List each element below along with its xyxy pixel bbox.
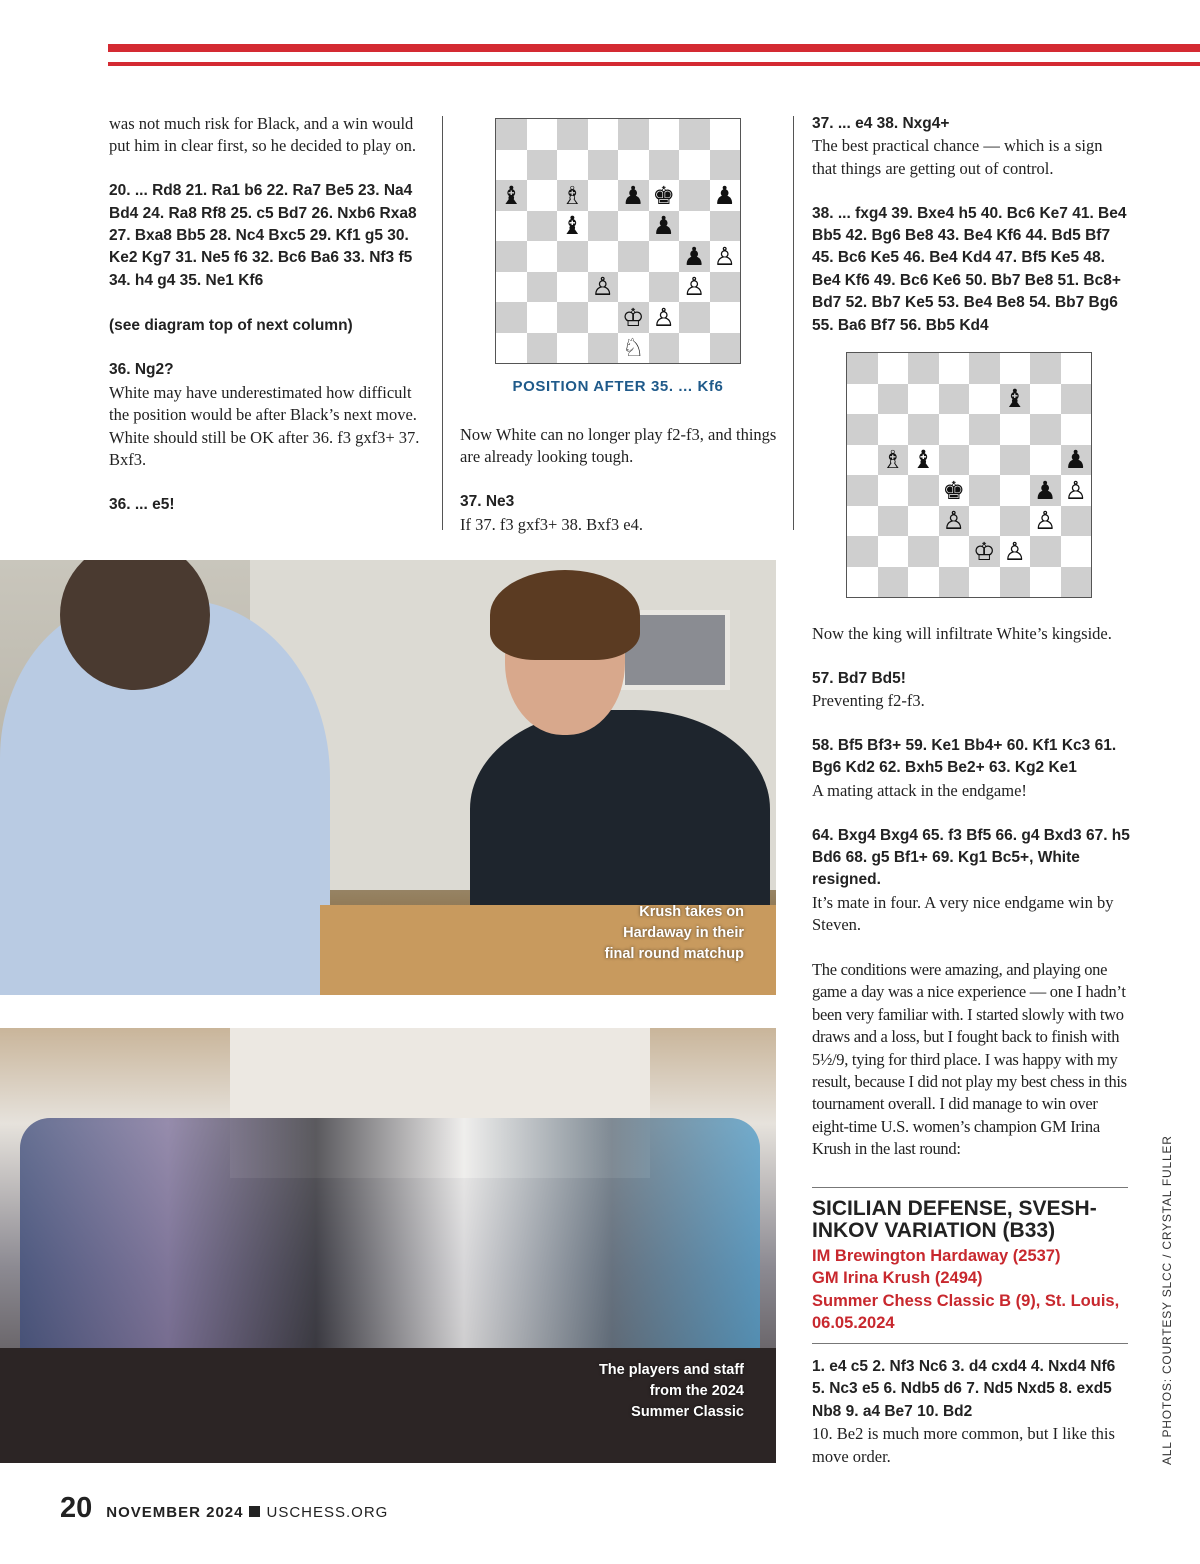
board-square-d1	[588, 333, 619, 364]
photo-players-group	[20, 1118, 760, 1378]
board-square-e1	[969, 567, 1000, 598]
board-square-b3	[878, 506, 909, 537]
chess-diagram-2	[846, 352, 1092, 598]
board-square-c2	[557, 302, 588, 333]
board-square-g3	[679, 272, 710, 303]
board-square-d3	[588, 272, 619, 303]
board-square-c7	[908, 384, 939, 415]
chess-piece-icon: ♟	[713, 180, 736, 210]
board-square-c5	[557, 211, 588, 242]
column-2	[460, 424, 782, 558]
board-square-a6	[847, 414, 878, 445]
board-square-h5	[1061, 445, 1092, 476]
board-square-f2	[649, 302, 680, 333]
board-square-c2	[908, 536, 939, 567]
board-square-d7	[939, 384, 970, 415]
chess-piece-icon: ♔	[622, 302, 645, 332]
board-square-d6	[588, 180, 619, 211]
board-square-f4	[1000, 475, 1031, 506]
board-square-b6	[527, 180, 558, 211]
column-divider	[793, 116, 794, 530]
board-square-d4	[588, 241, 619, 272]
page-number: 20	[60, 1492, 93, 1524]
board-square-g7	[1030, 384, 1061, 415]
board-square-e8	[618, 119, 649, 150]
chess-piece-icon: ♚	[652, 180, 675, 210]
chess-piece-icon: ♔	[973, 536, 996, 566]
board-square-e6	[969, 414, 1000, 445]
board-square-d8	[588, 119, 619, 150]
board-square-d5	[588, 211, 619, 242]
board-square-h5	[710, 211, 741, 242]
chess-piece-icon: ♟	[652, 211, 675, 241]
board-square-a4	[847, 475, 878, 506]
board-square-d8	[939, 353, 970, 384]
board-square-f6	[649, 180, 680, 211]
chess-piece-icon: ♙	[713, 241, 736, 271]
board-square-h6	[710, 180, 741, 211]
board-square-c3	[908, 506, 939, 537]
board-square-e3	[969, 506, 1000, 537]
page-footer	[60, 1492, 388, 1525]
chess-piece-icon: ♗	[561, 180, 584, 210]
move-heading: 36. ... e5!	[109, 495, 175, 513]
board-square-c8	[557, 119, 588, 150]
chess-piece-icon: ♟	[622, 180, 645, 210]
column-1	[109, 113, 427, 539]
board-square-h4	[1061, 475, 1092, 506]
board-square-g8	[1030, 353, 1061, 384]
board-square-b7	[878, 384, 909, 415]
caption-line: from the 2024	[649, 1383, 744, 1399]
board-square-a3	[496, 272, 527, 303]
chess-piece-icon: ♙	[1064, 475, 1087, 505]
board-square-a3	[847, 506, 878, 537]
board-square-g4	[679, 241, 710, 272]
diagram-reference: (see diagram top of next column)	[109, 316, 353, 334]
column-3	[812, 113, 1130, 359]
caption-line: Summer Classic	[631, 1404, 744, 1420]
move-heading: 37. ... e4 38. Nxg4+	[812, 115, 950, 132]
board-square-e3	[618, 272, 649, 303]
issue-date: NOVEMBER 2024	[106, 1504, 244, 1521]
chess-diagram-1	[495, 118, 741, 364]
board-square-h2	[710, 302, 741, 333]
photo-krush-hardaway	[0, 560, 776, 995]
board-square-d7	[588, 150, 619, 181]
board-square-e2	[969, 536, 1000, 567]
board-square-f1	[1000, 567, 1031, 598]
chess-piece-icon: ♙	[652, 302, 675, 332]
move-heading: 57. Bd7 Bd5!	[812, 669, 906, 687]
board-square-b1	[527, 333, 558, 364]
square-bullet-icon	[249, 1506, 260, 1517]
board-square-c8	[908, 353, 939, 384]
chess-piece-icon: ♙	[683, 272, 706, 302]
board-square-a8	[496, 119, 527, 150]
board-square-f5	[649, 211, 680, 242]
board-square-g7	[679, 150, 710, 181]
game-title: SICILIAN DEFENSE, SVESH- INKOV VARIATION (B33)	[812, 1197, 1097, 1242]
board-square-b7	[527, 150, 558, 181]
board-square-d4	[939, 475, 970, 506]
board-square-c4	[908, 475, 939, 506]
board-square-d1	[939, 567, 970, 598]
board-square-f4	[649, 241, 680, 272]
board-square-h7	[710, 150, 741, 181]
chess-piece-icon: ♝	[1003, 384, 1026, 414]
board-square-f3	[1000, 506, 1031, 537]
board-square-d6	[939, 414, 970, 445]
section-rule	[812, 1187, 1128, 1188]
black-player: GM Irina Krush (2494)	[812, 1269, 983, 1288]
board-square-a2	[496, 302, 527, 333]
board-square-g6	[679, 180, 710, 211]
board-square-c6	[908, 414, 939, 445]
move-list: 64. Bxg4 Bxg4 65. f3 Bf5 66. g4 Bxd3 67. h5 Bd6 68. g5 Bf1+ 69. Kg1 Bc5+, White resigned.	[812, 826, 1130, 889]
board-square-e5	[969, 445, 1000, 476]
board-square-h4	[710, 241, 741, 272]
board-square-g5	[679, 211, 710, 242]
board-square-a6	[496, 180, 527, 211]
board-square-b3	[527, 272, 558, 303]
chess-piece-icon: ♝	[500, 180, 523, 210]
board-square-f5	[1000, 445, 1031, 476]
board-square-h1	[710, 333, 741, 364]
board-square-b1	[878, 567, 909, 598]
chess-piece-icon: ♝	[912, 445, 935, 475]
event: Summer Chess Classic B (9), St. Louis, 06.05.2024	[812, 1291, 1120, 1333]
section-rule	[812, 1343, 1128, 1344]
board-square-a1	[496, 333, 527, 364]
board-square-d2	[939, 536, 970, 567]
board-square-e7	[618, 150, 649, 181]
board-square-g2	[679, 302, 710, 333]
board-square-e6	[618, 180, 649, 211]
board-square-f2	[1000, 536, 1031, 567]
chess-piece-icon: ♗	[881, 445, 904, 475]
board-square-f7	[649, 150, 680, 181]
board-square-a2	[847, 536, 878, 567]
paragraph: Now the king will infiltrate White’s kingside.	[812, 624, 1112, 643]
board-square-d2	[588, 302, 619, 333]
board-square-g8	[679, 119, 710, 150]
board-square-g2	[1030, 536, 1061, 567]
board-square-f3	[649, 272, 680, 303]
caption-line: final round matchup	[604, 946, 744, 962]
paragraph: The conditions were amazing, and playing one game a day was a nice experience — one I hadn’t been very familiar with. I started slowly with two draws and a loss, but I fought back to finish with 5½/9, tying for third place. I was happy with my result, because I did not play my best chess in this tournament overall. I did manage to win over eight-time U.S. women’s champion GM Irina Krush in the last round:	[812, 960, 1127, 1159]
board-square-d3	[939, 506, 970, 537]
board-square-e7	[969, 384, 1000, 415]
chess-piece-icon: ♘	[622, 333, 645, 363]
paragraph: White may have underestimated how difficult the position would be after Black’s next move. White should still be OK after 36. f3 gxf3+ 37. Bxf3.	[109, 382, 420, 470]
board-square-f8	[649, 119, 680, 150]
board-square-a7	[496, 150, 527, 181]
board-square-b4	[527, 241, 558, 272]
chess-piece-icon: ♟	[1064, 445, 1087, 475]
board-square-h3	[710, 272, 741, 303]
board-square-b5	[878, 445, 909, 476]
column-3-continued	[812, 623, 1130, 1183]
game-moves	[812, 1356, 1130, 1490]
board-square-g3	[1030, 506, 1061, 537]
board-square-a4	[496, 241, 527, 272]
board-square-c1	[908, 567, 939, 598]
paragraph: Preventing f2-f3.	[812, 691, 925, 711]
board-square-b2	[878, 536, 909, 567]
board-square-e4	[969, 475, 1000, 506]
board-square-b4	[878, 475, 909, 506]
paragraph: It’s mate in four. A very nice endgame win by Steven.	[812, 892, 1114, 935]
chess-piece-icon: ♙	[1003, 536, 1026, 566]
board-square-c3	[557, 272, 588, 303]
header-rule-thin	[108, 62, 1200, 66]
chess-piece-icon: ♙	[942, 506, 965, 536]
move-heading: 37. Ne3	[460, 493, 515, 511]
board-square-c7	[557, 150, 588, 181]
board-square-g1	[1030, 567, 1061, 598]
photo-krush-body	[470, 710, 770, 930]
board-square-e5	[618, 211, 649, 242]
caption-line: Krush takes on	[639, 904, 744, 920]
header-rule-thick	[108, 44, 1200, 52]
board-square-h8	[1061, 353, 1092, 384]
board-square-e8	[969, 353, 1000, 384]
game-meta	[812, 1245, 1128, 1335]
board-square-a5	[496, 211, 527, 242]
photo-group	[0, 1028, 776, 1463]
chess-piece-icon: ♙	[591, 272, 614, 302]
photo-krush-hair	[490, 570, 640, 660]
paragraph: Now White can no longer play f2-f3, and things are already looking tough.	[460, 425, 777, 467]
board-square-h8	[710, 119, 741, 150]
column-divider	[442, 116, 443, 530]
board-square-c6	[557, 180, 588, 211]
board-square-b6	[878, 414, 909, 445]
paragraph: If 37. f3 gxf3+ 38. Bxf3 e4.	[460, 514, 643, 534]
board-square-b8	[527, 119, 558, 150]
board-square-b5	[527, 211, 558, 242]
board-square-d5	[939, 445, 970, 476]
photo-credit: ALL PHOTOS: COURTESY SLCC / CRYSTAL FULLER	[1160, 1135, 1174, 1465]
caption-line: The players and staff	[598, 1362, 744, 1378]
board-square-g5	[1030, 445, 1061, 476]
board-square-c4	[557, 241, 588, 272]
photo-caption	[605, 902, 744, 965]
board-square-a8	[847, 353, 878, 384]
site-name: USCHESS.ORG	[266, 1504, 389, 1521]
paragraph: 10. Be2 is much more common, but I like this move order.	[812, 1424, 1115, 1466]
board-square-g4	[1030, 475, 1061, 506]
board-square-f1	[649, 333, 680, 364]
board-square-h6	[1061, 414, 1092, 445]
board-square-c5	[908, 445, 939, 476]
board-square-f8	[1000, 353, 1031, 384]
board-square-g1	[679, 333, 710, 364]
chess-piece-icon: ♟	[683, 241, 706, 271]
paragraph: The best practical chance — which is a sign that things are getting out of control.	[812, 136, 1103, 178]
board-square-e4	[618, 241, 649, 272]
chess-piece-icon: ♚	[942, 475, 965, 505]
caption-line: Hardaway in their	[623, 925, 744, 941]
chess-piece-icon: ♙	[1034, 506, 1057, 536]
board-square-e2	[618, 302, 649, 333]
board-square-a5	[847, 445, 878, 476]
move-heading: 36. Ng2?	[109, 361, 174, 379]
board-square-h3	[1061, 506, 1092, 537]
chess-piece-icon: ♟	[1034, 475, 1057, 505]
board-square-b8	[878, 353, 909, 384]
paragraph: A mating attack in the endgame!	[812, 780, 1027, 800]
board-square-f6	[1000, 414, 1031, 445]
chess-piece-icon: ♝	[561, 211, 584, 241]
board-square-f7	[1000, 384, 1031, 415]
white-player: IM Brewington Hardaway (2537)	[812, 1247, 1061, 1265]
board-square-e1	[618, 333, 649, 364]
board-square-a7	[847, 384, 878, 415]
move-list: 58. Bf5 Bf3+ 59. Ke1 Bb4+ 60. Kf1 Kc3 61. Bg6 Kd2 62. Bxh5 Be2+ 63. Kg2 Ke1	[812, 737, 1117, 777]
paragraph: was not much risk for Black, and a win would put him in clear first, so he decided to play on.	[109, 114, 417, 156]
move-list: 20. ... Rd8 21. Ra1 b6 22. Ra7 Be5 23. Na4 Bd4 24. Ra8 Rf8 25. c5 Bd7 26. Nxb6 Rxa8 27. Bxa8 Bb5 28. Nc4 Bxc5 29. Kf1 g5 30. Ke2 Kg7 31. Ne5 f6 32. Bc6 Ba6 33. Nf3 f5 34. h4 g4 35. Ne1 Kf6	[109, 182, 417, 289]
move-list: 38. ... fxg4 39. Bxe4 h5 40. Bc6 Ke7 41. Be4 Bb5 42. Bg6 Be8 43. Be4 Kf6 44. Bd5 Bf7 45. Bc6 Ke5 46. Be4 Kd4 47. Bf5 Ke5 48. Be4 Kf6 49. Bc6 Ke6 50. Bb7 Be8 51. Bc8+ Bd7 52. Bb7 Ke5 53. Be4 Be8 54. Bb7 Bg6 55. Ba6 Bf7 56. Bb5 Kd4	[812, 204, 1127, 334]
board-square-a1	[847, 567, 878, 598]
board-square-h7	[1061, 384, 1092, 415]
board-square-g6	[1030, 414, 1061, 445]
move-list: 1. e4 c5 2. Nf3 Nc6 3. d4 cxd4 4. Nxd4 Nf6 5. Nc3 e5 6. Ndb5 d6 7. Nd5 Nxd5 8. exd5 Nb8 9. a4 Be7 10. Bd2	[812, 1358, 1116, 1420]
board-square-c1	[557, 333, 588, 364]
board-square-b2	[527, 302, 558, 333]
board-square-h1	[1061, 567, 1092, 598]
photo-caption	[599, 1360, 744, 1423]
board-square-h2	[1061, 536, 1092, 567]
diagram-caption: POSITION AFTER 35. ... Kf6	[512, 378, 724, 395]
